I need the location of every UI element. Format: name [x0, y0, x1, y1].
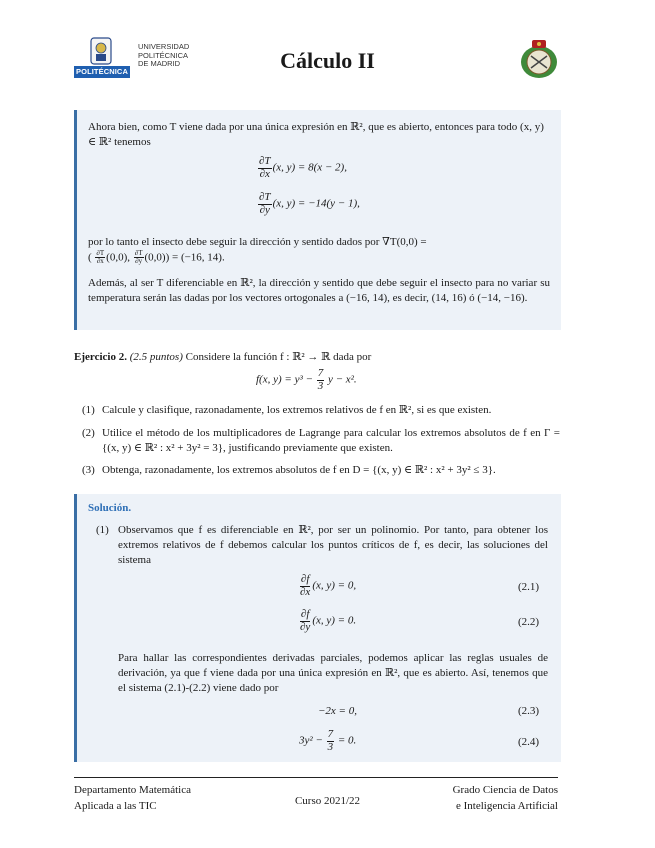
exercise-intro: Considere la función f : ℝ² → ℝ dada por — [185, 351, 372, 363]
fraction-small-dT-dy: $\frac{\partial T}{\partial y}$ — [134, 249, 143, 266]
exercise-item-2: (2) Utilice el método de los multiplicadores de Lagrange para calcular los extremos absolutos de f en Γ = {(x, y) ∈ ℝ² : x² + 3y² = 3}, justificando previamente que existen. — [82, 427, 560, 454]
header — [0, 0, 655, 90]
gradient-expression: ( $\frac{\partial T}{\partial x}$ (0,0), $\frac{\partial T}{\partial y}$ (0,0)) = (−16, 14). — [88, 249, 225, 266]
equation-dTdx: $\frac{\partial T}{\partial x}$ (x, y) = 8(x − 2), — [259, 155, 347, 180]
exercise-label: Ejercicio 2. — [74, 351, 127, 363]
equation-number-2-1: (2.1) — [518, 581, 540, 593]
solution-paragraph-2: Para hallar las correspondientes derivadas parciales, podemos aplicar las reglas usuales de derivación, ya que f viene dada por una única expresión en ℝ², que es abierto. Así, tenemos que el sistema (2.1)-(2.2) viene dado por — [118, 652, 548, 694]
exercise-formula: f(x, y) = y³ − $\frac{7}{3}$ y − x². — [256, 367, 357, 392]
equation-2-4: 3y² − $\frac{7}{3}$ = 0. — [299, 728, 357, 753]
exercise-header — [74, 350, 558, 365]
footer-rule — [74, 777, 558, 778]
solution-title: Solución. — [88, 502, 132, 514]
fraction-small-dT-dx: $\frac{\partial T}{\partial x}$ — [96, 249, 105, 266]
equation-number-2-4: (2.4) — [518, 736, 540, 748]
exercise-item-1: (1) Calcule y clasifique, razonadamente, los extremos relativos de f en ℝ², si es que existen. — [82, 404, 492, 416]
equation-2-3: −2x = 0, — [318, 705, 357, 717]
fraction-df-dx: $\frac{\partial f}{\partial x}$ — [300, 573, 311, 598]
fraction-7-3-b: $\frac{7}{3}$ — [327, 728, 334, 753]
equation-number-2-3: (2.3) — [518, 705, 540, 717]
footer-right: Grado Ciencia de Datos e Inteligencia Artificial — [452, 784, 558, 812]
box-paragraph-1: Ahora bien, como T viene dada por una única expresión en ℝ², que es abierto, entonces para todo (x, y) ∈ ℝ² tenemos — [88, 121, 544, 148]
equation-2-1: $\frac{\partial f}{\partial x}$ (x, y) = 0, — [300, 573, 357, 598]
equation-2-2: $\frac{\partial f}{\partial y}$ (x, y) = 0. — [300, 608, 357, 633]
crest-icon — [517, 38, 561, 80]
exercise-points: (2.5 puntos) — [129, 351, 183, 363]
footer-left: Departamento Matemática Aplicada a las TIC — [74, 784, 191, 812]
fraction-dT-dx: $\frac{\partial T}{\partial x}$ — [259, 155, 271, 180]
page-title: Cálculo II — [280, 48, 375, 73]
exercise-item-3: (3) Obtenga, razonadamente, los extremos absolutos de f en D = {(x, y) ∈ ℝ² : x² + 3y² ≤ 3}. — [82, 464, 496, 476]
crest-logo — [517, 38, 561, 80]
equation-number-2-2: (2.2) — [518, 616, 540, 628]
logo-badge: POLITÉCNICA — [76, 67, 128, 76]
box-paragraph-3: Además, al ser T diferenciable en ℝ², la dirección y sentido que debe seguir el insecto para no variar su temperatura serán las dadas por los vectores ortogonales a (−16, 14), es decir, (14, 16) ó (−14, −16). — [88, 277, 550, 304]
box-paragraph-2: por lo tanto el insecto debe seguir la dirección y sentido dados por ∇T(0,0) = ( $\frac{\partial T}{\partial x}$ (0,0), $\frac{\partial T}{\partial y}$ (0,0)) = (−16, 14). — [88, 235, 550, 266]
footer-center: Curso 2021/22 — [294, 795, 361, 807]
university-name: UNIVERSIDAD POLITÉCNICA DE MADRID — [138, 42, 190, 68]
fraction-df-dy: $\frac{\partial f}{\partial y}$ — [300, 608, 311, 633]
equation-dTdy: $\frac{\partial T}{\partial y}$ (x, y) = −14(y − 1), — [259, 191, 360, 216]
fraction-dT-dy: $\frac{\partial T}{\partial y}$ — [259, 191, 271, 216]
solution-item-1: (1) Observamos que f es diferenciable en ℝ², por ser un polinomio. Por tanto, para obtener los extremos relativos de f debemos calcular los puntos críticos de f, es decir, las soluciones del sistema — [96, 524, 548, 566]
fraction-7-3: $\frac{7}{3}$ — [317, 367, 324, 392]
